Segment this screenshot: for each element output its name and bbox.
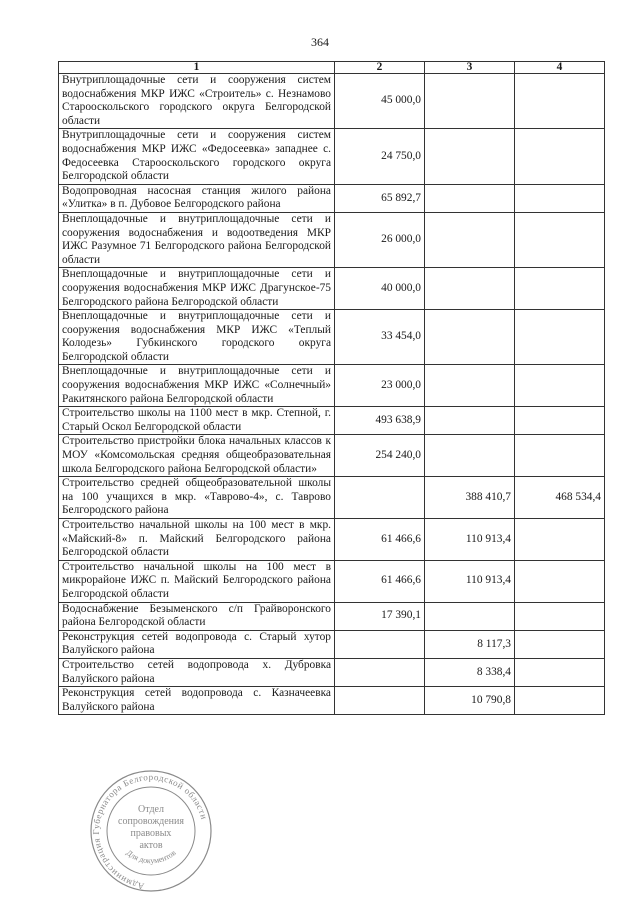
column-header: 2	[335, 62, 425, 74]
value-col-4-cell	[515, 519, 605, 561]
table-row	[59, 602, 605, 630]
table-row	[59, 519, 605, 561]
name-cell: Водопроводная насосная станция жилого района «Улитка» в п. Дубовое Белгородского района	[59, 184, 335, 212]
name-cell: Внутриплощадочные сети и сооружения систем водоснабжения МКР ИЖС «Строитель» с. Незнамово Старооскольского городского округа Белгородской области	[59, 74, 335, 129]
table-row	[59, 129, 605, 184]
table-row	[59, 74, 605, 129]
budget-table	[58, 61, 605, 715]
value-col-2-cell	[335, 630, 425, 658]
value-col-2-cell: 26 000,0	[335, 212, 425, 267]
stamp-ring-text: Администрация Губернатора Белгородской области	[91, 771, 210, 892]
value-col-2-cell: 45 000,0	[335, 74, 425, 129]
value-col-2-cell: 493 638,9	[335, 407, 425, 435]
table-row	[59, 407, 605, 435]
table-row	[59, 365, 605, 407]
value-col-3-cell	[425, 212, 515, 267]
value-col-3-cell: 8 338,4	[425, 658, 515, 686]
table-header-row	[59, 62, 605, 74]
value-col-4-cell	[515, 407, 605, 435]
column-header: 1	[59, 62, 335, 74]
value-col-2-cell: 61 466,6	[335, 519, 425, 561]
value-col-2-cell: 33 454,0	[335, 310, 425, 365]
table-row	[59, 268, 605, 310]
name-cell: Строительство начальной школы на 100 мест в мкр. «Майский-8» п. Майский Белгородского района Белгородской области	[59, 519, 335, 561]
table-body	[59, 74, 605, 715]
name-cell: Строительство начальной школы на 100 мест в микрорайоне ИЖС п. Майский Белгородского района Белгородской области	[59, 560, 335, 602]
table-row	[59, 658, 605, 686]
value-col-3-cell: 10 790,8	[425, 687, 515, 715]
value-col-3-cell: 110 913,4	[425, 519, 515, 561]
value-col-3-cell	[425, 268, 515, 310]
column-header: 3	[425, 62, 515, 74]
value-col-4-cell	[515, 184, 605, 212]
name-cell: Строительство пристройки блока начальных классов к МОУ «Комсомольская средняя общеобразовательная школа Белгородского района Белгородской области»	[59, 435, 335, 477]
value-col-3-cell: 8 117,3	[425, 630, 515, 658]
table-row	[59, 184, 605, 212]
value-col-3-cell	[425, 365, 515, 407]
column-header: 4	[515, 62, 605, 74]
value-col-2-cell	[335, 687, 425, 715]
value-col-3-cell	[425, 129, 515, 184]
stamp-center-line: сопровождения	[118, 816, 184, 827]
value-col-4-cell	[515, 658, 605, 686]
value-col-4-cell	[515, 560, 605, 602]
value-col-3-cell	[425, 74, 515, 129]
stamp-center-line: Отдел	[138, 804, 164, 815]
value-col-2-cell: 61 466,6	[335, 560, 425, 602]
name-cell: Строительство сетей водопровода х. Дубровка Валуйского района	[59, 658, 335, 686]
svg-text:Для документов: Для документов	[124, 848, 178, 866]
name-cell: Строительство школы на 1100 мест в мкр. Степной, г. Старый Оскол Белгородской области	[59, 407, 335, 435]
name-cell: Внеплощадочные и внутриплощадочные сети и сооружения водоснабжения МКР ИЖС Драгунское-75 Белгородского района Белгородской области	[59, 268, 335, 310]
value-col-2-cell: 23 000,0	[335, 365, 425, 407]
table-row	[59, 435, 605, 477]
table-row	[59, 630, 605, 658]
name-cell: Реконструкция сетей водопровода с. Казначеевка Валуйского района	[59, 687, 335, 715]
value-col-4-cell	[515, 602, 605, 630]
value-col-2-cell	[335, 477, 425, 519]
table-row	[59, 477, 605, 519]
stamp-center-line: актов	[139, 840, 163, 851]
value-col-4-cell	[515, 129, 605, 184]
value-col-3-cell	[425, 407, 515, 435]
value-col-3-cell: 110 913,4	[425, 560, 515, 602]
value-col-3-cell: 388 410,7	[425, 477, 515, 519]
value-col-3-cell	[425, 602, 515, 630]
value-col-2-cell: 254 240,0	[335, 435, 425, 477]
value-col-4-cell	[515, 74, 605, 129]
value-col-2-cell: 40 000,0	[335, 268, 425, 310]
name-cell: Строительство средней общеобразовательной школы на 100 учащихся в мкр. «Таврово-4», с. Таврово Белгородского района	[59, 477, 335, 519]
value-col-4-cell	[515, 365, 605, 407]
name-cell: Водоснабжение Безыменского с/п Грайворонского района Белгородской области	[59, 602, 335, 630]
value-col-4-cell	[515, 630, 605, 658]
name-cell: Внеплощадочные и внутриплощадочные сети и сооружения водоснабжения и водоотведения МКР ИЖС Разумное 71 Белгородского района Белгородской области	[59, 212, 335, 267]
name-cell: Внеплощадочные и внутриплощадочные сети и сооружения водоснабжения МКР ИЖС «Солнечный» Ракитянского района Белгородской области	[59, 365, 335, 407]
table-row	[59, 310, 605, 365]
name-cell: Реконструкция сетей водопровода с. Старый хутор Валуйского района	[59, 630, 335, 658]
table-row	[59, 560, 605, 602]
table-row	[59, 687, 605, 715]
value-col-4-cell	[515, 268, 605, 310]
value-col-4-cell	[515, 435, 605, 477]
stamp-center-line: правовых	[130, 828, 172, 839]
value-col-2-cell: 17 390,1	[335, 602, 425, 630]
table-row	[59, 212, 605, 267]
name-cell: Внеплощадочные и внутриплощадочные сети и сооружения водоснабжения МКР ИЖС «Теплый Колодезь» Губкинского городского округа Белгородской области	[59, 310, 335, 365]
stamp-seal	[86, 768, 216, 893]
value-col-2-cell	[335, 658, 425, 686]
value-col-4-cell	[515, 212, 605, 267]
name-cell: Внутриплощадочные сети и сооружения систем водоснабжения МКР ИЖС «Федосеевка» западнее с. Федосеевка Старооскольского городского округа Белгородской области	[59, 129, 335, 184]
value-col-3-cell	[425, 435, 515, 477]
value-col-4-cell	[515, 687, 605, 715]
page-number: 364	[311, 35, 329, 49]
value-col-3-cell	[425, 310, 515, 365]
value-col-2-cell: 65 892,7	[335, 184, 425, 212]
value-col-2-cell: 24 750,0	[335, 129, 425, 184]
value-col-3-cell	[425, 184, 515, 212]
value-col-4-cell: 468 534,4	[515, 477, 605, 519]
value-col-4-cell	[515, 310, 605, 365]
